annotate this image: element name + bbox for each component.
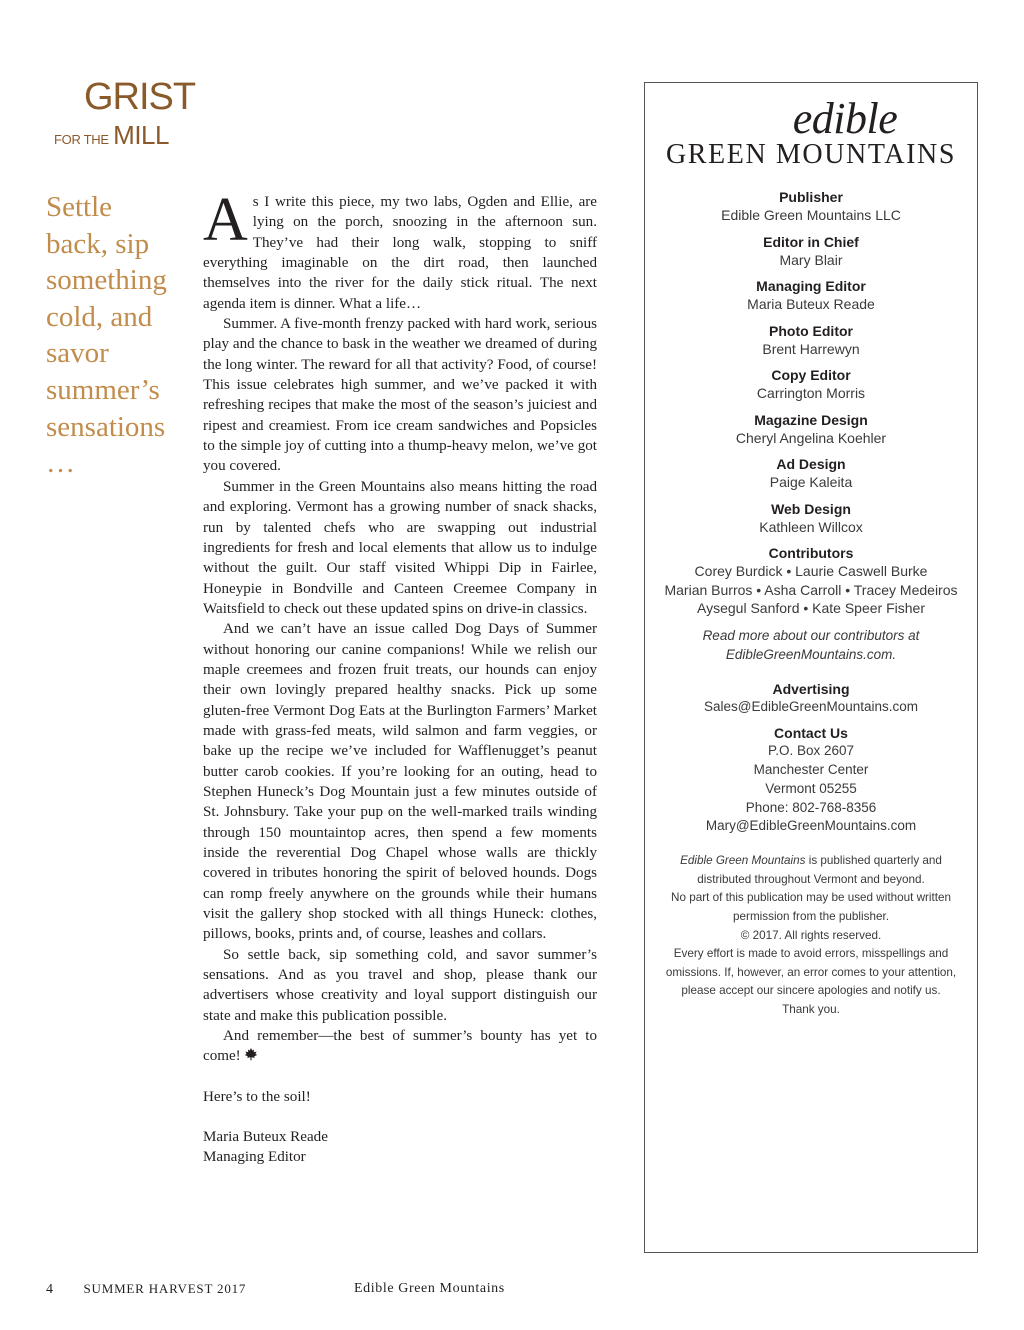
issue-name: SUMMER HARVEST 2017 <box>83 1281 247 1296</box>
maple-leaf-icon <box>244 1047 258 1061</box>
advertising-label: Advertising <box>772 680 850 697</box>
credit-role: Copy Editor <box>771 367 851 383</box>
fine-print-line: No part of this publication may be used without written <box>671 891 951 905</box>
logo-edible: edible <box>792 94 898 143</box>
credit-name: Kathleen Willcox <box>759 518 863 535</box>
article-paragraph: And we can’t have an issue called Dog Days of Summer without honoring our canine companions! While we relish our maple creemees and frozen fruit treats, our hounds can enjoy their own lovingly prepared healthy snacks. Pick up some gluten-free Vermont Dog Eats at the Burlington Farmers’ Market made with grass-fed meats, wild salmon and farm veggies, or bake up the recipe we’ve included for Wafflenugget’s peanut butter carob cookies. If you’re looking for an outing, head to Stephen Huneck’s Dog Mountain just a few minutes outside of St. Johnsbury. Take your pup on the well-marked trails winding through 150 mountaintop acres, then spend a few moments inside the reverential Dog Chapel whose walls are thickly covered in tributes honoring the spirit of beloved hounds. Dogs can romp freely anywhere on the grounds while their humans visit the gallery shop stocked with all things Huneck: clothes, pillows, books, prints and, of course, leashes and collars. <box>203 621 597 943</box>
contact-city: Manchester Center <box>753 762 869 778</box>
section-title: GRIST <box>84 76 196 118</box>
article-paragraph: Summer in the Green Mountains also means hitting the road and exploring. Vermont has a growing number of snack shacks, run by talented chefs who are swapping out industrial ingredients for fresh and local elements that allow us to indulge without the guilt. Our staff visited Whippi Dip in Fairlee, Honeypie in Bondville and Canteen Creemee Company in Waitsfield to check out these updated spins on drive-in classics. <box>203 478 597 617</box>
credit-name: Corey Burdick • Laurie Caswell Burke <box>694 563 928 579</box>
magazine-name: Edible Green Mountains <box>354 1281 505 1296</box>
drop-cap: A <box>203 186 248 254</box>
contact-phone: Phone: 802-768-8356 <box>745 799 877 815</box>
article-paragraph-text: s I write this piece, my two labs, Ogden and Ellie, are lying on the porch, snoozing in the afternoon sun. They’ve had their long walk, stopping to sniff everything imaginable on the dirt road, then launched themselves into the river for the daily stick ritual. The next agenda item is dinner. What a life… <box>203 194 597 312</box>
fine-print-line: permission from the publisher. <box>733 910 889 924</box>
contributors-website-link[interactable]: EdibleGreenMountains.com. <box>725 646 897 662</box>
credit-name: Mary Blair <box>779 251 843 268</box>
article-paragraph-text: And remember—the best of summer’s bounty has yet to come! <box>203 1028 597 1065</box>
advertising-email[interactable]: Sales@EdibleGreenMountains.com <box>703 698 919 714</box>
contributors-note <box>645 626 977 664</box>
credit-name: Marian Burros • Asha Carroll • Tracey Medeiros <box>664 581 958 598</box>
logo-green-mountains: GREEN MOUNTAINS <box>665 139 957 170</box>
article-body <box>203 186 597 1168</box>
fine-print-line: Thank you. <box>782 1003 840 1017</box>
author-name: Maria Buteux Reade <box>203 1129 328 1146</box>
fine-print-line: distributed throughout Vermont and beyond. <box>697 872 925 886</box>
page-number: 4 <box>46 1282 53 1297</box>
contact-po-box: P.O. Box 2607 <box>767 743 855 759</box>
credit-name: Maria Buteux Reade <box>747 296 875 312</box>
article-paragraph: So settle back, sip something cold, and savor summer’s sensations. And as you travel and shop, please thank our advertisers whose creativity and loyal support distinguish our state and make this publication possible. <box>203 946 597 1024</box>
article-paragraph <box>203 1026 597 1067</box>
credits-list <box>645 188 977 1020</box>
fine-print-line: Edible Green Mountains is published quarterly and <box>680 854 942 868</box>
contributors-note-line: Read more about our contributors at <box>702 627 920 643</box>
section-subtitle <box>54 122 169 148</box>
fine-print-magazine-name: Edible Green Mountains <box>680 854 806 868</box>
credit-role: Contributors <box>768 545 854 561</box>
credit-name: Aysegul Sanford • Kate Speer Fisher <box>697 600 925 616</box>
credit-name: Edible Green Mountains LLC <box>721 207 901 223</box>
fine-print-line: © 2017. All rights reserved. <box>740 928 882 942</box>
contact-email[interactable]: Mary@EdibleGreenMountains.com <box>705 818 917 834</box>
fine-print-line: please accept our sincere apologies and notify us. <box>681 984 941 998</box>
pull-quote: Settle back, sip something cold, and savor summer’s sensations … <box>46 191 167 480</box>
sign-off: Here’s to the soil! <box>203 1088 311 1105</box>
article-paragraph <box>203 186 597 314</box>
credit-role: Magazine Design <box>754 411 868 428</box>
credit-name: Cheryl Angelina Koehler <box>735 429 887 446</box>
credit-name: Paige Kaleita <box>769 474 853 490</box>
credit-role: Publisher <box>779 189 843 205</box>
fine-print-line: Every effort is made to avoid errors, misspellings and <box>673 947 949 961</box>
author-title: Managing Editor <box>203 1149 306 1166</box>
credit-role: Editor in Chief <box>763 233 859 250</box>
section-subtitle-big: MILL <box>113 120 169 150</box>
fine-print-line: omissions. If, however, an error comes to your attention, <box>665 965 957 979</box>
credit-role: Managing Editor <box>756 278 866 294</box>
credit-name: Carrington Morris <box>756 385 866 401</box>
masthead-box <box>644 82 978 1253</box>
contact-label: Contact Us <box>774 725 848 742</box>
section-subtitle-small: FOR THE <box>54 132 109 147</box>
credit-role: Web Design <box>771 500 851 517</box>
page-footer <box>46 1281 505 1298</box>
article-paragraph: Summer. A five-month frenzy packed with hard work, serious play and the chance to bask in the weather we dreamed of during the long winter. The reward for all that activity? Food, of course! This issue celebrates high summer, and we’ve packed it with refreshing recipes that make the most of the season’s juiciest and ripest and creamiest. From ice cream sandwiches and Popsicles to the simple joy of cutting into a thump-heavy melon, we’ve got you covered. <box>203 316 597 475</box>
fine-print <box>645 852 977 1019</box>
contact-state-zip: Vermont 05255 <box>765 780 857 796</box>
credit-role: Ad Design <box>776 456 846 472</box>
credit-name: Brent Harrewyn <box>762 340 860 357</box>
credit-role: Photo Editor <box>769 322 853 339</box>
